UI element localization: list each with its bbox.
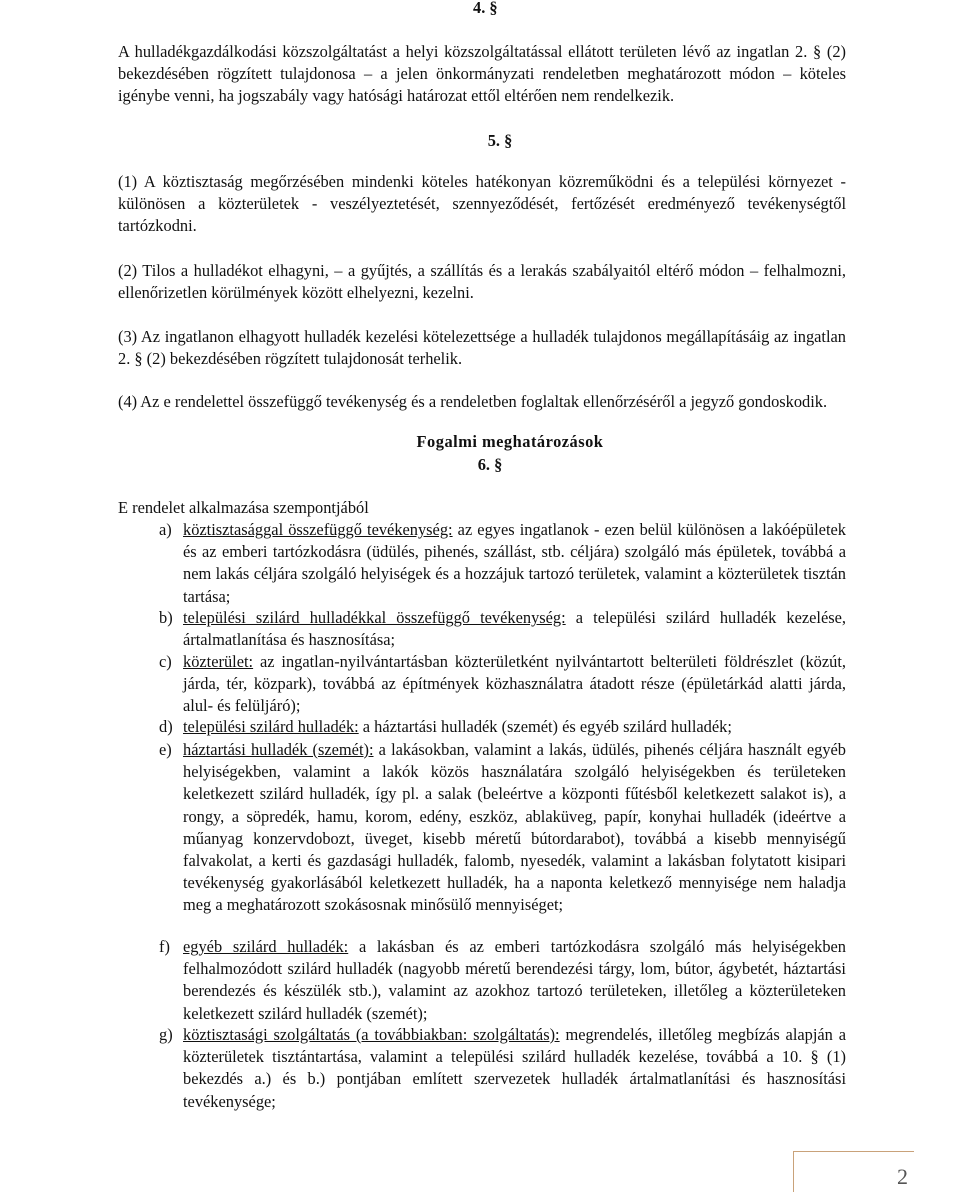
definition-body: megrendelés, illetőleg megbízás alapján a közterületek tisztántartása, valamint a települési szilárd hulladék kezelése, továbbá a 10. § (1) bekezdés a.) és b.) pontjában említett szervezetek hulladék ártalmatlanítási és hasznosítási tevékenysége; [183,1025,847,1111]
definition-item [159,1024,846,1113]
definition-item [159,519,846,608]
definition-label: d) [159,717,173,736]
definition-item [159,607,846,651]
definition-text [183,739,846,917]
definition-body: a lakásban és az emberi tartózkodásra szolgáló más helyiségekben felhalmozódott szilárd hulladék (nagyobb méretű berendezési tárgy, lom, bútor, ágybetét, háztartási berendezés és készülék stb.), valamint az azokhoz tartozó területeken, illetőleg a közterületeken keletkezett szilárd hulladék (szemét); [183,937,846,1023]
definition-term: háztartási hulladék (szemét): [183,740,374,759]
definition-text [183,519,846,608]
paragraph-5-1: (1) A köztisztaság megőrzésében mindenki köteles hatékonyan közreműködni és a települési környezet -különösen a közterületek - veszélyeztetését, szennyeződését, fertőzését eredményező tevékenységtől tartózkodni. [118,172,846,236]
definition-item [159,936,846,1025]
page-number-box [793,1151,914,1192]
definition-term: települési szilárd hulladék: [183,717,359,736]
paragraph-5-4: (4) Az e rendelettel összefüggő tevékenység és a rendeletben foglaltak ellenőrzéséről a jegyző gondoskodik. [118,392,828,411]
definition-term: települési szilárd hulladékkal összefüggő tevékenység: [183,608,566,627]
definition-item [159,651,846,718]
paragraph-section-4: A hulladékgazdálkodási közszolgáltatást a helyi közszolgáltatással ellátott területen lévő az ingatlan 2. § (2) bekezdésében rögzített tulajdonosa – a jelen önkormányzati rendeletben meghatározott módon – köteles igénybe venni, ha jogszabály vagy hatósági határozat ettől eltérően nem rendelkezik. [118,42,846,106]
definition-text [183,936,846,1025]
definition-label: e) [159,740,172,759]
definition-text [183,1024,846,1113]
definition-term: közterület: [183,652,254,671]
definition-body: a lakásokban, valamint a lakás, üdülés, pihenés céljára használt egyéb helyiségekben, valamint a lakók közös használatára szolgáló helyiségekben és területeken keletkezett szilárd hulladék, így pl. a salak (beleértve a központi fűtésből keletkezett salakot is), a rongy, a söpredék, hamu, korom, edény, eszköz, ablaküveg, papír, konyhai hulladék (ideértve a műanyag konzervdobozt, üveget, kisebb méretű bútordarabot), továbbá a kisebb mennyiségű falvakolat, a kerti és gazdasági hulladék, falomb, nyesedék, valamint a lakásban folytatott kisipari tevékenység gyakorlásából keletkezett hulladék, ha a naponta keletkező mennyisége nem haladja meg a meghatározott szokásosnak minősülő mennyiséget; [183,740,846,915]
heading-section-6: 6. § [477,455,503,474]
definition-text [183,607,846,651]
definition-body: az egyes ingatlanok - ezen belül különösen a lakóépületek és az emberi tartózkodásra (üdülés, pihenés, szállást, stb. céljára) szolgáló más épületek, továbbá a nem lakás céljára szolgáló helyiségek és a hozzájuk tartozó területek, valamint a közterületek tisztán tartása; [183,520,846,606]
definition-label: a) [159,520,172,539]
definition-body: a háztartási hulladék (szemét) és egyéb szilárd hulladék; [358,717,732,736]
definition-term: egyéb szilárd hulladék: [183,937,349,956]
definition-item [159,716,846,738]
definition-label: c) [159,652,172,671]
intro-section-6: E rendelet alkalmazása szempontjából [118,498,369,517]
heading-section-5: 5. § [487,131,513,150]
definition-term: köztisztasággal összefüggő tevékenység: [183,520,453,539]
paragraph-5-2: (2) Tilos a hulladékot elhagyni, – a gyűjtés, a szállítás és a lerakás szabályaitól eltérő módon – felhalmozni, ellenőrizetlen körülmények között elhelyezni, kezelni. [118,261,846,303]
definition-text [183,651,846,718]
heading-section-4: 4. § [473,0,498,17]
paragraph-5-3: (3) Az ingatlanon elhagyott hulladék kezelési kötelezettsége a hulladék tulajdonos megállapításáig az ingatlan 2. § (2) bekezdésében rögzített tulajdonosát terhelik. [118,327,846,369]
definition-label: b) [159,608,173,627]
definition-label: f) [159,937,170,956]
definition-body: a települési szilárd hulladék kezelése, ártalmatlanítása és hasznosítása; [183,608,846,650]
definition-label: g) [159,1025,173,1044]
heading-fogalmi: Fogalmi meghatározások [416,432,604,451]
definition-body: az ingatlan-nyilvántartásban közterületként nyilvántartott belterületi földrészlet (közút, járda, tér, közpark), továbbá az építmények közhasználatra átadott része (épületárkád alatti járda, alul- és felüljáró); [183,652,846,716]
definition-text [183,716,846,738]
definition-item [159,739,846,917]
page-number: 2 [897,1164,908,1189]
definition-term: köztisztasági szolgáltatás (a továbbiakban: szolgáltatás): [183,1025,560,1044]
